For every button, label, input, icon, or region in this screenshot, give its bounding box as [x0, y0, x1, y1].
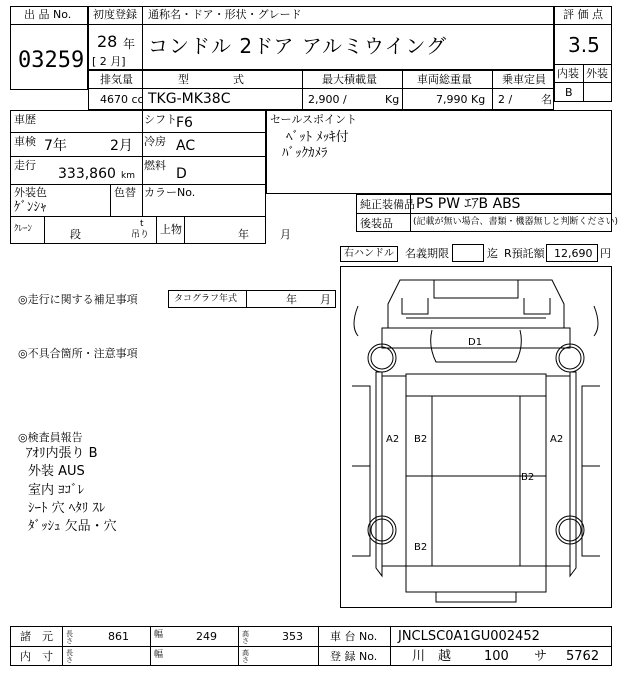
first-reg-month: [ 2 月] — [92, 55, 126, 68]
capacity-label: 乗車定員 — [502, 73, 546, 86]
exterior-color-label: 外装色 — [14, 186, 47, 199]
inner-width-label: 幅 — [154, 650, 164, 660]
diagram-mark-d1: D1 — [468, 337, 483, 348]
color-change-label: 色替 — [114, 186, 136, 199]
tacho-year: 年 — [286, 293, 297, 306]
inspector-line-1: ｱｵﾘ内張り B — [26, 446, 98, 461]
sales-point-2: ﾊﾞｯｸｶﾒﾗ — [282, 146, 328, 161]
ac-label: 冷房 — [144, 135, 166, 148]
inspector-line-5: ﾀﾞｯｼｭ 欠品・穴 — [28, 519, 117, 534]
chassis-label: 車 台 No. — [330, 630, 378, 643]
crane-hang: 吊り — [131, 230, 150, 240]
fuel: D — [176, 166, 187, 182]
truck-damage-diagram — [340, 266, 612, 608]
exterior-label: 外装 — [586, 67, 608, 80]
mileage-unit: km — [121, 171, 135, 181]
width: 249 — [196, 630, 217, 643]
reg-area: 川 越 — [412, 649, 452, 664]
lot-no: 03259 — [18, 48, 85, 73]
name-change-label: 名義期限 — [405, 247, 449, 260]
mileage-label: 走行 — [14, 159, 36, 172]
aftermarket-label: 後装品 — [360, 217, 393, 230]
inspector-line-4: ｼｰﾄ 穴 ﾍﾀﾘ ｽﾚ — [28, 501, 106, 516]
length-label: 長さ — [66, 630, 73, 645]
inner-length-label: 長さ — [66, 649, 73, 664]
upper-label: 上物 — [160, 223, 182, 236]
specs-label: 諸 元 — [20, 630, 53, 643]
tacho-month: 月 — [320, 293, 331, 306]
capacity: 2 / — [498, 93, 513, 106]
shift-label: シフト — [144, 113, 177, 126]
inspector-line-3: 室内 ﾖｺﾞﾚ — [28, 483, 85, 498]
details-box — [10, 110, 266, 244]
height: 353 — [282, 630, 303, 643]
interior-grade: B — [565, 86, 573, 99]
width-label: 幅 — [154, 630, 164, 640]
displacement-label: 排気量 — [100, 73, 133, 86]
vehicle-name-label: 通称名・ドア・形状・グレード — [148, 8, 302, 21]
ac: AC — [176, 138, 196, 154]
inspection-label: 車検 — [14, 135, 36, 148]
running-remarks-label: ◎走行に関する補足事項 — [18, 293, 138, 306]
model-label: 型 式 — [178, 73, 244, 86]
crane-stage: 段 — [70, 228, 81, 241]
gross-weight-label: 車両総重量 — [417, 73, 472, 86]
vehicle-name: コンドル 2ドア アルミウイング — [148, 34, 448, 58]
rhd: 右ハンドル — [344, 248, 394, 259]
reg-label: 登 録 No. — [330, 650, 378, 663]
aftermarket-note: (記載が無い場合、書類・機器無しと判断ください) — [413, 217, 619, 227]
max-load-label: 最大積載量 — [322, 73, 377, 86]
history-label: 車歴 — [14, 113, 36, 126]
inspection-year: 7年 — [44, 138, 67, 154]
max-load-unit: Kg — [385, 93, 400, 106]
tacho-label: タコグラフ年式 — [174, 294, 238, 304]
defect-remarks-label: ◎不具合箇所・注意事項 — [18, 347, 138, 360]
lot-no-label: 出 品 No. — [24, 8, 72, 21]
year-unit: 年 — [123, 37, 136, 51]
sales-point-label: セールスポイント — [270, 113, 358, 126]
gross-weight: 7,990 Kg — [436, 93, 486, 106]
r-deposit-label: R預託額 — [504, 247, 545, 260]
upper-year: 年 — [238, 228, 249, 241]
inner-label: 内 寸 — [20, 650, 53, 663]
crane-t: t — [140, 219, 144, 229]
grade-label: 評 価 点 — [563, 8, 603, 21]
inspector-line-2: 外装 AUS — [28, 464, 85, 479]
first-reg-label: 初度登録 — [93, 8, 137, 21]
diagram-mark-b2-left: B2 — [414, 434, 428, 445]
sales-point-1: ﾍﾞｯﾄ ﾒｯｷ付 — [286, 130, 349, 145]
reg-class: 100 — [484, 649, 509, 664]
reg-kana: サ — [534, 649, 548, 664]
diagram-mark-b2-right: B2 — [521, 472, 535, 483]
inspection-month: 2月 — [110, 138, 133, 154]
r-deposit: 12,690 — [554, 247, 593, 260]
diagram-mark-b2-bottom: B2 — [414, 542, 428, 553]
max-load: 2,900 / — [308, 93, 347, 106]
yen-label: 円 — [600, 247, 611, 260]
chassis-no: JNCLSC0A1GU002452 — [398, 629, 540, 644]
interior-label: 内装 — [557, 67, 579, 80]
diagram-mark-a2-left: A2 — [386, 434, 400, 445]
inner-height-label: 高さ — [242, 649, 249, 664]
capacity-unit: 名 — [541, 93, 552, 106]
fuel-label: 燃料 — [144, 159, 166, 172]
name-change-box — [452, 244, 484, 262]
model: TKG-MK38C — [148, 91, 231, 107]
reg-number: 5762 — [566, 649, 600, 664]
length: 861 — [108, 630, 129, 643]
mileage: 333,860 — [58, 166, 116, 182]
overall-grade: 3.5 — [568, 33, 600, 57]
equipment: PS PW ｴｱB ABS — [416, 196, 521, 212]
upper-month: 月 — [280, 228, 291, 241]
inspector-report-label: ◎検査員報告 — [18, 431, 83, 444]
first-reg-year: 28 — [97, 32, 118, 51]
crane-label: ｸﾚｰﾝ — [14, 224, 33, 234]
equipment-label: 純正装備品 — [360, 198, 415, 211]
shift: F6 — [176, 115, 193, 131]
diagram-mark-a2-right: A2 — [550, 434, 564, 445]
color-no-label: カラーNo. — [144, 186, 196, 199]
displacement: 4670 cc — [100, 93, 144, 106]
height-label: 高さ — [242, 630, 249, 645]
remove-label: 迄 — [487, 247, 498, 260]
exterior-color: ｹﾞﾝｼｬ — [14, 200, 47, 215]
